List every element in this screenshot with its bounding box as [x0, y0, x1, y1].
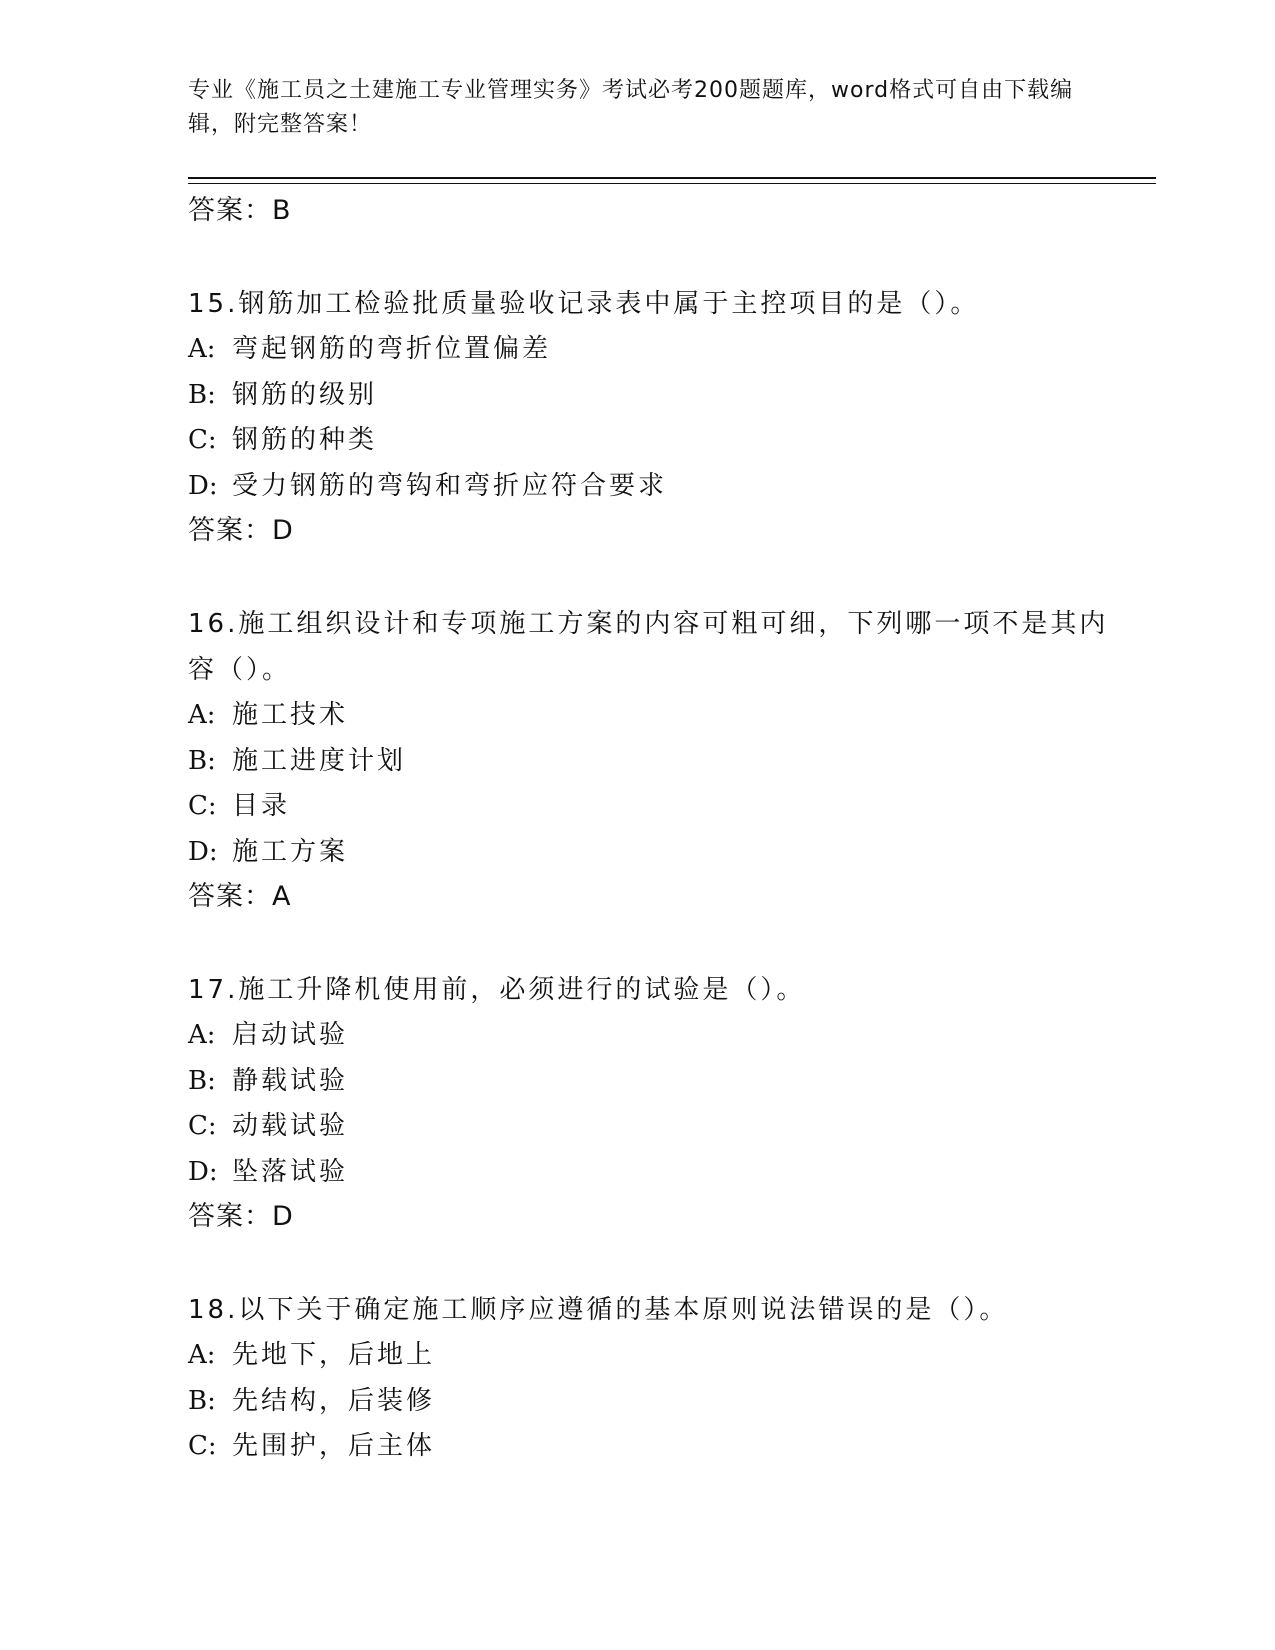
option-text: 目录	[232, 791, 291, 821]
option-text: 受力钢筋的弯钩和弯折应符合要求	[232, 470, 668, 501]
option-a	[188, 1333, 1128, 1379]
option-text: 钢筋的种类	[232, 425, 378, 455]
option-text: 启动试验	[232, 1020, 349, 1050]
option-b	[188, 739, 1128, 785]
option-a	[188, 1013, 1128, 1059]
question-15	[188, 281, 1128, 553]
answer: 答案：D	[188, 1201, 294, 1232]
option-text: 坠落试验	[232, 1156, 349, 1187]
answer: 答案：D	[188, 515, 294, 546]
option-text: 施工方案	[232, 836, 349, 867]
option-c	[188, 784, 1128, 830]
option-a	[188, 693, 1128, 739]
question-stem: 17.施工升降机使用前，必须进行的试验是（）。	[188, 975, 806, 1005]
option-key: B:	[188, 379, 216, 410]
option-text: 先地下，后地上	[232, 1340, 436, 1370]
option-b	[188, 1059, 1128, 1105]
option-text: 施工技术	[232, 700, 349, 730]
header-divider-thick	[188, 177, 1156, 179]
option-text: 钢筋的级别	[232, 379, 378, 410]
answer: 答案：A	[188, 881, 292, 912]
option-key: C:	[188, 1431, 217, 1461]
question-stem: 16.施工组织设计和专项施工方案的内容可粗可细，下列哪一项不是其内容（）。	[188, 609, 1109, 685]
option-key: C:	[188, 791, 217, 821]
option-key: A:	[188, 334, 216, 364]
option-d	[188, 830, 1128, 876]
document-header: 专业《施工员之土建施工专业管理实务》考试必考200题题库，word格式可自由下载编辑，附完整答案！	[188, 78, 1074, 137]
option-key: A:	[188, 1340, 216, 1370]
option-key: D:	[188, 470, 218, 501]
option-key: B:	[188, 1065, 216, 1096]
option-key: A:	[188, 700, 216, 730]
option-b	[188, 373, 1128, 419]
question-17	[188, 967, 1128, 1239]
option-text: 施工进度计划	[232, 745, 407, 776]
answer-previous: 答案：B	[188, 195, 292, 226]
option-key: C:	[188, 1111, 217, 1141]
option-c	[188, 418, 1128, 464]
option-key: B:	[188, 1385, 216, 1416]
option-text: 静载试验	[232, 1065, 349, 1096]
option-d	[188, 464, 1128, 510]
option-key: D:	[188, 1156, 218, 1187]
option-text: 动载试验	[232, 1111, 349, 1141]
option-c	[188, 1104, 1128, 1150]
question-18	[188, 1287, 1128, 1470]
question-16	[188, 601, 1128, 919]
option-key: A:	[188, 1020, 216, 1050]
question-list	[188, 189, 1128, 1518]
question-stem: 18.以下关于确定施工顺序应遵循的基本原则说法错误的是（）。	[188, 1295, 1009, 1325]
option-key: D:	[188, 836, 218, 867]
option-key: C:	[188, 425, 217, 455]
option-text: 先结构，后装修	[232, 1385, 436, 1416]
option-c	[188, 1424, 1128, 1470]
option-b	[188, 1379, 1128, 1425]
option-text: 弯起钢筋的弯折位置偏差	[232, 334, 552, 364]
option-a	[188, 327, 1128, 373]
option-key: B:	[188, 745, 216, 776]
option-text: 先围护，后主体	[232, 1431, 436, 1461]
header-divider-thin	[188, 183, 1156, 184]
option-d	[188, 1150, 1128, 1196]
question-stem: 15.钢筋加工检验批质量验收记录表中属于主控项目的是（）。	[188, 289, 980, 319]
